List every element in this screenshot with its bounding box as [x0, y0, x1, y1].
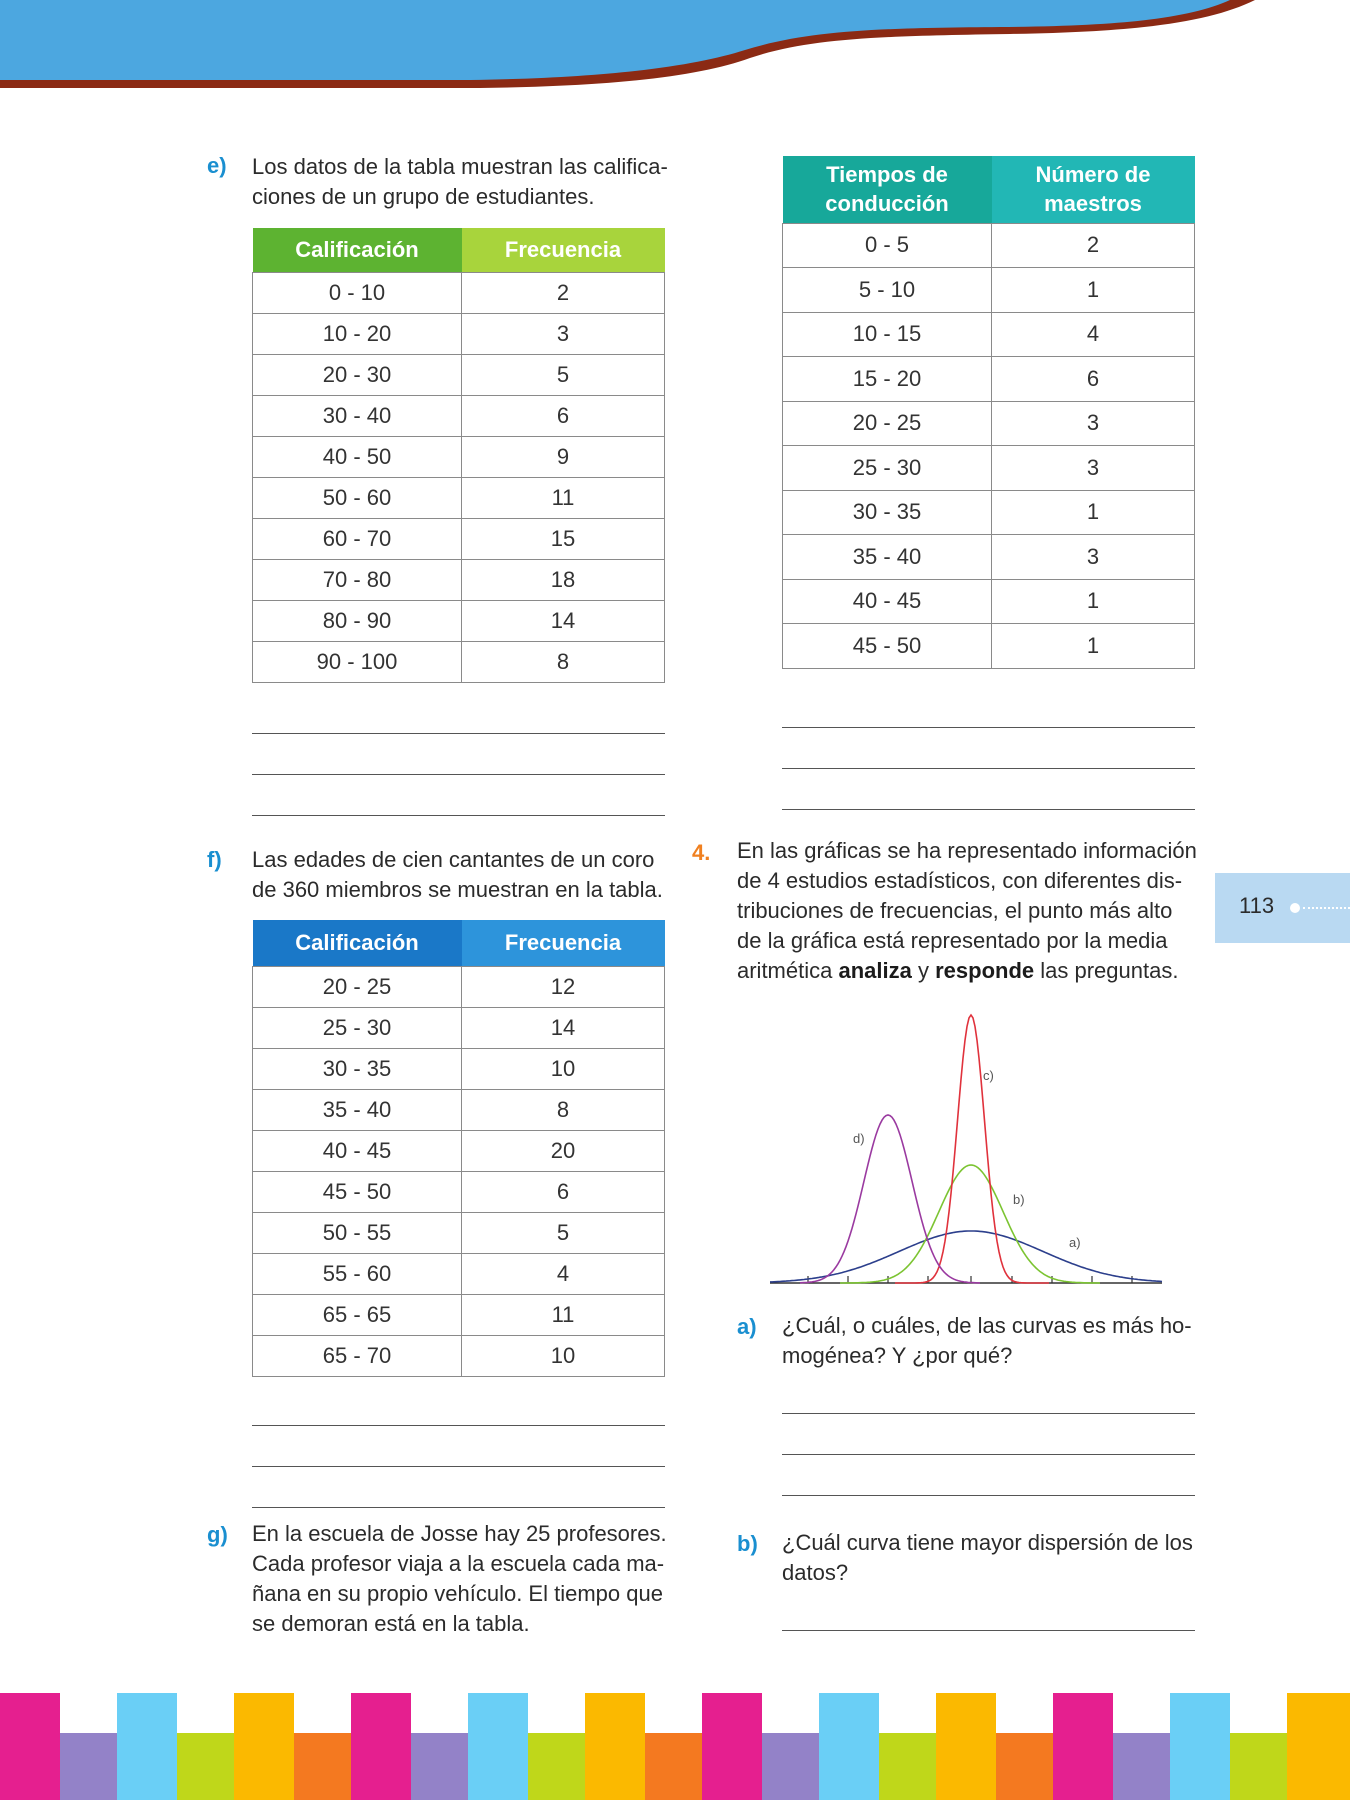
table-cell-interval: 80 - 90	[253, 600, 462, 641]
table-cell-interval: 55 - 60	[253, 1253, 462, 1294]
question-number-4: 4.	[692, 840, 711, 865]
answer-line[interactable]	[252, 1466, 665, 1467]
table-cell-interval: 60 - 70	[253, 518, 462, 559]
question-label-e: e)	[207, 153, 227, 178]
table-cell-value: 9	[462, 436, 665, 477]
subquestion-label-b: b)	[737, 1531, 758, 1556]
table-cell-interval: 45 - 50	[253, 1171, 462, 1212]
table-row	[253, 641, 665, 682]
table-cell-value: 6	[462, 1171, 665, 1212]
subquestion-label-a: a)	[737, 1314, 757, 1339]
subquestion-a-text	[782, 1311, 1192, 1371]
question-e-line: ciones de un grupo de estudiantes.	[252, 184, 595, 209]
curve-d	[800, 1115, 980, 1283]
keyword-responde: responde	[935, 958, 1035, 983]
table-row	[253, 1212, 665, 1253]
table-cell-interval: 0 - 5	[783, 223, 992, 268]
table-cell-interval: 90 - 100	[253, 641, 462, 682]
footer-stripe	[702, 1693, 762, 1800]
table-cell-interval: 35 - 40	[253, 1089, 462, 1130]
question-label-f: f)	[207, 847, 222, 872]
table-row	[253, 1335, 665, 1376]
footer-stripe	[762, 1733, 819, 1800]
question-g-text	[252, 1519, 667, 1639]
answer-line[interactable]	[252, 1425, 665, 1426]
question-e-line: Los datos de la tabla muestran las califica-	[252, 154, 668, 179]
footer-stripe	[528, 1733, 585, 1800]
table-cell-value: 10	[462, 1335, 665, 1376]
answer-line[interactable]	[782, 1630, 1195, 1631]
table-cell-value: 2	[462, 272, 665, 313]
table-row	[253, 1253, 665, 1294]
table-cell-interval: 25 - 30	[253, 1007, 462, 1048]
table-row	[783, 401, 1195, 446]
question-g-line: se demoran está en la tabla.	[252, 1611, 530, 1636]
table-cell-value: 1	[992, 268, 1195, 313]
footer-stripe	[879, 1733, 936, 1800]
table-body	[253, 966, 665, 1376]
table-row	[253, 1294, 665, 1335]
table-header-driving-times	[783, 156, 992, 223]
table-row	[253, 966, 665, 1007]
footer-stripe	[1292, 1693, 1350, 1800]
table-cell-value: 10	[462, 1048, 665, 1089]
answer-line[interactable]	[252, 1507, 665, 1508]
driving-times-table	[782, 156, 1195, 669]
table-cell-value: 6	[462, 395, 665, 436]
page-dotted-line	[1303, 907, 1350, 909]
table-cell-interval: 40 - 45	[783, 579, 992, 624]
table-row	[783, 223, 1195, 268]
curve-label-c: c)	[983, 1068, 994, 1083]
table-row	[253, 559, 665, 600]
table-cell-value: 5	[462, 1212, 665, 1253]
table-row	[253, 313, 665, 354]
curve-label-d: d)	[853, 1131, 865, 1146]
footer-stripe	[234, 1693, 294, 1800]
header-line: maestros	[1044, 191, 1142, 217]
footer-stripe	[585, 1693, 645, 1800]
table-cell-interval: 65 - 65	[253, 1294, 462, 1335]
table-cell-value: 8	[462, 641, 665, 682]
table-row	[783, 268, 1195, 313]
header-line: conducción	[825, 191, 949, 217]
table-row	[783, 357, 1195, 402]
table-header-grade: Calificación	[253, 228, 462, 272]
question-4-line	[737, 956, 1197, 986]
table-row	[253, 395, 665, 436]
table-cell-interval: 50 - 55	[253, 1212, 462, 1253]
text-span: las preguntas.	[1034, 958, 1179, 983]
text-span: aritmética	[737, 958, 839, 983]
table-row	[783, 312, 1195, 357]
table-cell-interval: 20 - 25	[783, 401, 992, 446]
table-cell-interval: 20 - 30	[253, 354, 462, 395]
table-cell-interval: 30 - 35	[783, 490, 992, 535]
table-body	[253, 272, 665, 682]
table-cell-value: 4	[462, 1253, 665, 1294]
table-cell-interval: 65 - 70	[253, 1335, 462, 1376]
table-row	[253, 1007, 665, 1048]
footer-stripe	[645, 1733, 702, 1800]
table-header-frequency: Frecuencia	[462, 228, 665, 272]
footer-stripe	[996, 1733, 1053, 1800]
footer-stripe	[468, 1693, 528, 1800]
subquestion-b-line: datos?	[782, 1560, 849, 1585]
table-cell-value: 11	[462, 1294, 665, 1335]
table-cell-interval: 40 - 45	[253, 1130, 462, 1171]
table-cell-value: 11	[462, 477, 665, 518]
subquestion-a-line: mogénea? Y ¿por qué?	[782, 1343, 1013, 1368]
question-f-line: de 360 miembros se muestran en la tabla.	[252, 877, 663, 902]
grades-table	[252, 228, 665, 683]
table-cell-value: 5	[462, 354, 665, 395]
table-cell-interval: 30 - 35	[253, 1048, 462, 1089]
table-cell-value: 18	[462, 559, 665, 600]
table-cell-value: 4	[992, 312, 1195, 357]
question-label-g: g)	[207, 1522, 228, 1547]
table-cell-interval: 10 - 20	[253, 313, 462, 354]
table-cell-value: 12	[462, 966, 665, 1007]
subquestion-a-line: ¿Cuál, o cuáles, de las curvas es más ho-	[782, 1313, 1192, 1338]
table-cell-value: 15	[462, 518, 665, 559]
table-cell-value: 2	[992, 223, 1195, 268]
curve-label-b: b)	[1013, 1192, 1025, 1207]
header-line: Número de	[1035, 162, 1151, 188]
table-cell-interval: 15 - 20	[783, 357, 992, 402]
table-row	[253, 600, 665, 641]
footer-stripe	[60, 1733, 117, 1800]
page-dot-decoration	[1290, 903, 1300, 913]
table-row	[783, 535, 1195, 580]
table-cell-interval: 40 - 50	[253, 436, 462, 477]
footer-stripe	[117, 1693, 177, 1800]
table-header-frequency: Frecuencia	[462, 920, 665, 966]
footer-stripe	[1053, 1693, 1113, 1800]
table-body	[783, 223, 1195, 668]
subquestion-b-line: ¿Cuál curva tiene mayor dispersión de los	[782, 1530, 1193, 1555]
table-row	[783, 490, 1195, 535]
table-cell-value: 1	[992, 490, 1195, 535]
question-4-text	[737, 836, 1197, 986]
table-cell-value: 20	[462, 1130, 665, 1171]
table-cell-value: 3	[992, 401, 1195, 446]
table-header-teachers	[992, 156, 1195, 223]
table-row	[253, 1171, 665, 1212]
table-cell-value: 3	[992, 446, 1195, 491]
table-row	[253, 354, 665, 395]
table-header-grade: Calificación	[253, 920, 462, 966]
answer-line[interactable]	[252, 774, 665, 775]
distribution-curves-figure	[760, 1000, 1170, 1295]
header-line: Tiempos de	[826, 162, 948, 188]
footer-stripe	[819, 1693, 879, 1800]
text-span: y	[911, 958, 936, 983]
table-row	[253, 518, 665, 559]
table-row	[253, 1130, 665, 1171]
answer-line[interactable]	[782, 1413, 1195, 1414]
question-4-line: de 4 estudios estadísticos, con diferentes dis-	[737, 868, 1183, 893]
table-row	[253, 1048, 665, 1089]
answer-line[interactable]	[252, 815, 665, 816]
curve-label-a: a)	[1069, 1235, 1081, 1250]
table-row	[783, 446, 1195, 491]
table-cell-interval: 0 - 10	[253, 272, 462, 313]
table-row	[783, 624, 1195, 669]
question-f-line: Las edades de cien cantantes de un coro	[252, 847, 655, 872]
keyword-analiza: analiza	[838, 958, 912, 983]
table-row	[253, 477, 665, 518]
answer-line[interactable]	[782, 809, 1195, 810]
question-g-line: En la escuela de Josse hay 25 profesores.	[252, 1521, 667, 1546]
footer-stripe	[1170, 1693, 1230, 1800]
table-cell-value: 1	[992, 624, 1195, 669]
footer-stripe	[177, 1733, 234, 1800]
question-f-text	[252, 845, 663, 905]
question-g-line: Cada profesor viaja a la escuela cada ma-	[252, 1551, 665, 1576]
table-row	[253, 436, 665, 477]
table-row	[253, 1089, 665, 1130]
table-cell-value: 3	[462, 313, 665, 354]
table-cell-interval: 45 - 50	[783, 624, 992, 669]
table-cell-value: 6	[992, 357, 1195, 402]
table-cell-interval: 30 - 40	[253, 395, 462, 436]
ages-table	[252, 920, 665, 1377]
table-cell-interval: 50 - 60	[253, 477, 462, 518]
question-4-line: En las gráficas se ha representado información	[737, 838, 1197, 863]
footer-stripe	[1230, 1733, 1287, 1800]
answer-line[interactable]	[782, 1454, 1195, 1455]
table-cell-interval: 70 - 80	[253, 559, 462, 600]
table-cell-interval: 25 - 30	[783, 446, 992, 491]
footer-stripe	[411, 1733, 468, 1800]
table-cell-interval: 10 - 15	[783, 312, 992, 357]
question-g-line: ñana en su propio vehículo. El tiempo que	[252, 1581, 663, 1606]
page-number: 113	[1239, 893, 1275, 918]
footer-color-stripes	[0, 1693, 1350, 1800]
answer-line[interactable]	[782, 768, 1195, 769]
question-4-line: tribuciones de frecuencias, el punto más alto	[737, 898, 1173, 923]
table-row	[783, 579, 1195, 624]
table-cell-interval: 5 - 10	[783, 268, 992, 313]
question-e-text	[252, 152, 668, 212]
table-cell-interval: 20 - 25	[253, 966, 462, 1007]
answer-line[interactable]	[782, 727, 1195, 728]
footer-stripe	[936, 1693, 996, 1800]
footer-stripe	[351, 1693, 411, 1800]
answer-line[interactable]	[252, 733, 665, 734]
table-cell-value: 14	[462, 600, 665, 641]
question-4-line: de la gráfica está representado por la media	[737, 928, 1168, 953]
table-cell-value: 14	[462, 1007, 665, 1048]
subquestion-b-text	[782, 1528, 1193, 1588]
table-cell-interval: 35 - 40	[783, 535, 992, 580]
answer-line[interactable]	[782, 1495, 1195, 1496]
page-number-tab	[1215, 873, 1350, 943]
footer-stripe	[294, 1733, 351, 1800]
header-wave-banner	[0, 0, 1350, 100]
table-cell-value: 8	[462, 1089, 665, 1130]
table-cell-value: 1	[992, 579, 1195, 624]
curve-b	[840, 1165, 1100, 1283]
table-cell-value: 3	[992, 535, 1195, 580]
footer-stripe	[0, 1693, 60, 1800]
footer-stripe	[1113, 1733, 1170, 1800]
table-row	[253, 272, 665, 313]
